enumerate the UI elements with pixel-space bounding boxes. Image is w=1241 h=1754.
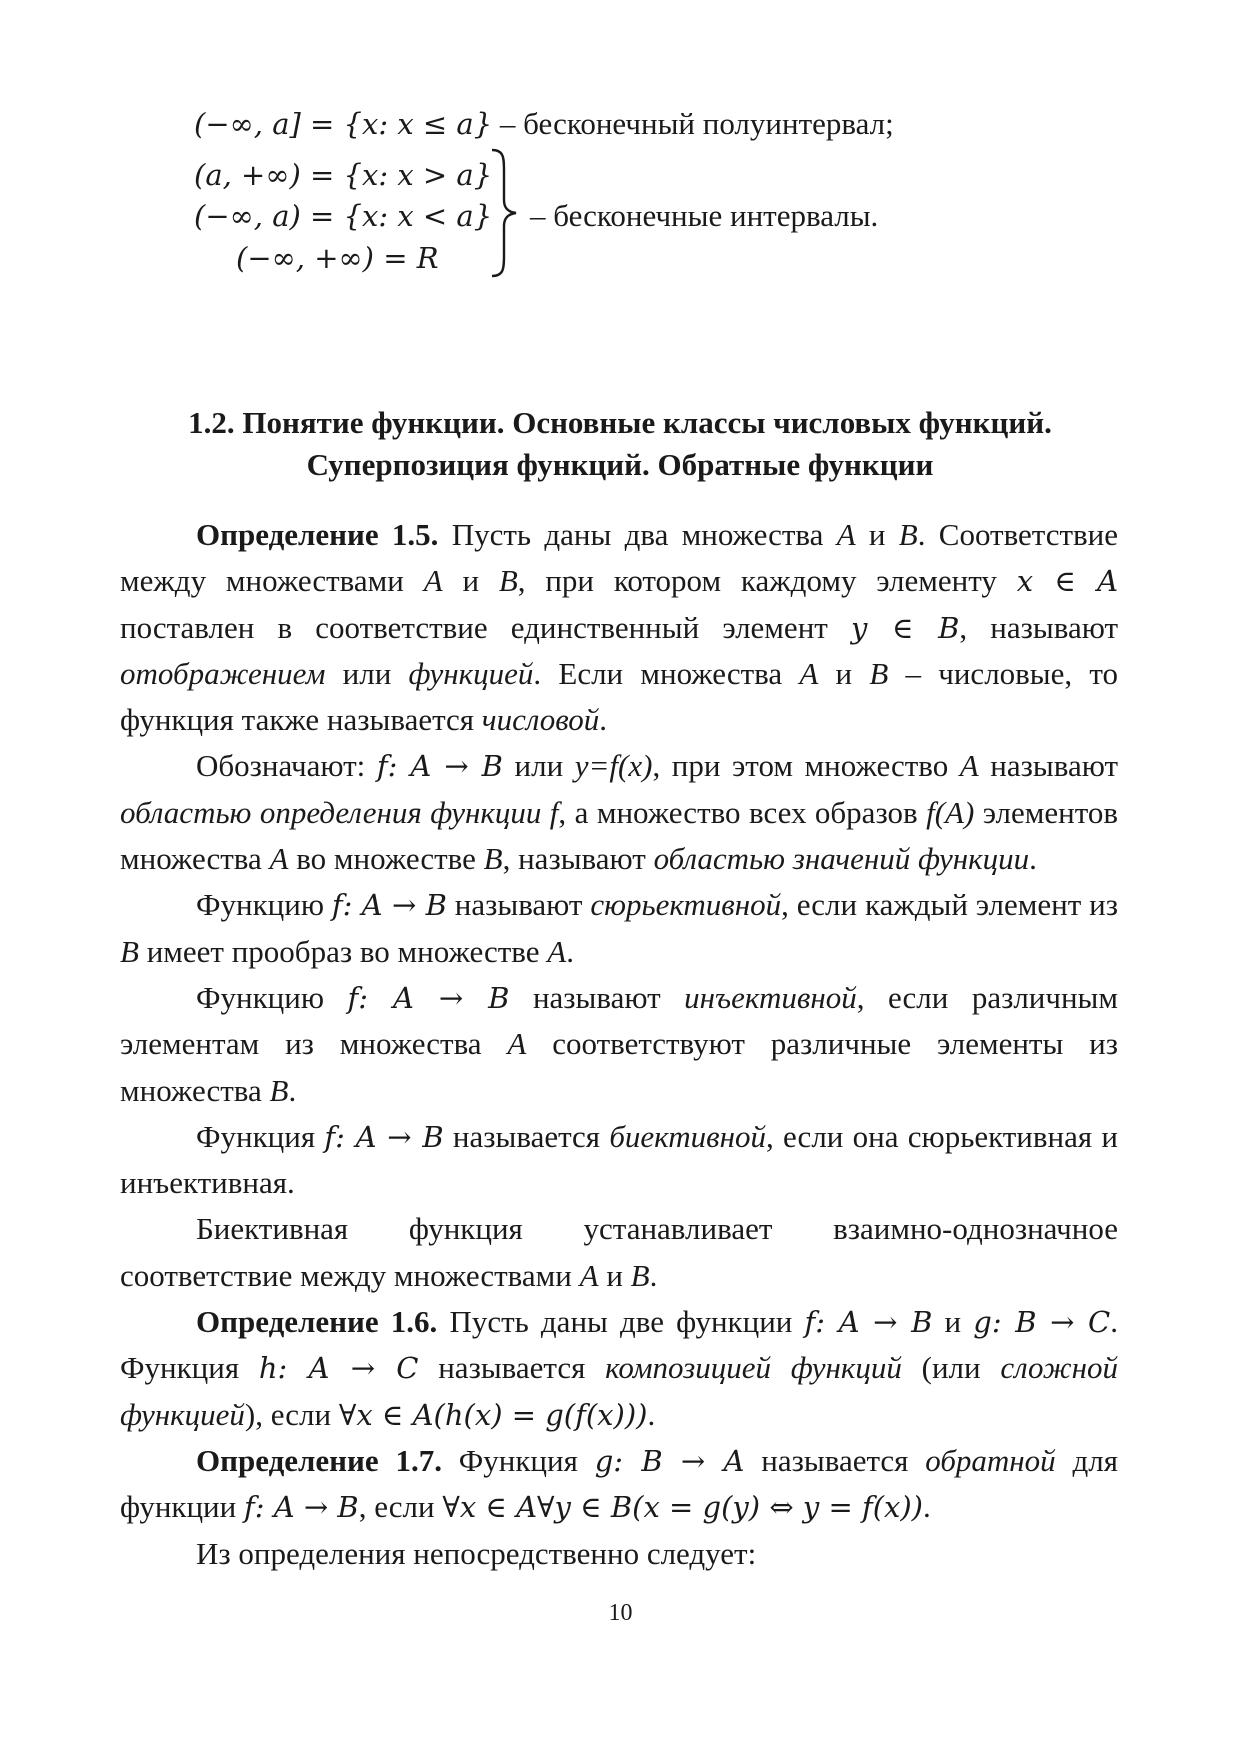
text: , при этом множество [652, 748, 960, 784]
text: и [442, 563, 499, 599]
var: B [630, 1257, 650, 1293]
text: Из определения непосредственно следует: [196, 1535, 757, 1571]
text: или [502, 748, 575, 784]
math-expression: f: A → B [376, 749, 503, 784]
var: B [120, 933, 139, 969]
page-number: 10 [608, 1600, 633, 1626]
var: A [269, 841, 289, 877]
math-expression: h: A → C [258, 1351, 419, 1386]
text: Функция [196, 1118, 325, 1154]
text: . [923, 1489, 931, 1525]
text: , называют [502, 841, 654, 877]
text: и [818, 655, 870, 691]
text: называют [509, 979, 685, 1015]
var: A [423, 563, 443, 599]
math-expression: ∀x ∈ A∀y ∈ B(x = g(y) ⇔ y = f(x)) [442, 1490, 923, 1525]
text: . Если множества [533, 655, 800, 691]
body-text [120, 512, 1118, 1577]
var: A [836, 517, 856, 552]
text: Функцию [196, 979, 348, 1015]
text: для функции [120, 1442, 1119, 1525]
math-expression: f: A → B [347, 980, 510, 1015]
text: , если она сюрьективная и инъективная. [120, 1118, 1118, 1201]
bijective-paragraph [120, 1114, 1118, 1207]
math-expression: (−∞, a] = {x: x ≤ a} [194, 107, 493, 141]
emphasis: функцией [408, 655, 534, 691]
text: Функцию [196, 887, 332, 923]
text: называется [443, 1118, 610, 1154]
definition-1-6 [120, 1299, 1118, 1438]
section-heading [120, 402, 1120, 486]
var: B [498, 563, 518, 599]
emphasis: биективной [609, 1118, 766, 1154]
text: Пусть даны две функции [437, 1304, 805, 1340]
emphasis: сложной функцией [120, 1350, 1118, 1432]
text: поставлен в соответствие единственный элемент [120, 609, 851, 645]
interval-half-infinite [194, 104, 894, 144]
text: ), если [244, 1396, 339, 1432]
emphasis: обратной [925, 1442, 1056, 1478]
text: называют [446, 887, 591, 923]
text: . [566, 933, 574, 969]
emphasis: инъективной [684, 979, 857, 1015]
var: B [269, 1072, 289, 1108]
text: соответствуют различные элементы из множества [120, 1026, 1118, 1108]
text: , если [358, 1489, 443, 1525]
emphasis: областью значений функции [653, 841, 1030, 877]
text: называется [744, 1442, 926, 1478]
definition-1-5 [120, 512, 1118, 743]
text: . [647, 1396, 656, 1432]
math-expression: ∀x ∈ A(h(x) = g(f(x))) [338, 1397, 648, 1432]
text: , если каждый элемент из [781, 887, 1118, 923]
definition-term: Определение 1.6. [196, 1304, 438, 1340]
var: A [579, 1257, 599, 1293]
text: . [649, 1257, 658, 1293]
text: и [855, 517, 899, 552]
text: Пусть даны два множества [438, 517, 837, 552]
var: A [799, 655, 819, 691]
text: элементов множества [120, 794, 1118, 877]
text: во множестве [288, 841, 484, 877]
math-expression: f: A → B [804, 1305, 933, 1340]
text: . Функция [120, 1304, 1118, 1386]
text: , при котором каждому элементу [517, 563, 1017, 599]
infinite-intervals-label: – бесконечные интервалы. [530, 198, 879, 233]
text: или [325, 655, 409, 691]
text: Обозначают: [196, 748, 377, 784]
injective-paragraph [120, 975, 1118, 1114]
text: и [598, 1257, 631, 1293]
math-expression: g: B → A [594, 1443, 745, 1478]
math-expression: (a, +∞) = {x: x > a} [194, 158, 493, 192]
var: A [507, 1026, 527, 1062]
text: , если различным элементам из множества [120, 979, 1119, 1062]
var: A [547, 933, 567, 969]
text: . [599, 702, 608, 738]
definition-term: Определение 1.5. [196, 517, 439, 552]
math-expression: x ∈ A [1016, 564, 1119, 599]
text: (или [901, 1350, 1001, 1386]
math-expression: f: A → B [244, 1490, 359, 1525]
var: A [959, 748, 979, 784]
text: Функция [441, 1442, 595, 1478]
emphasis: числовой [481, 702, 600, 738]
emphasis: композицией функций [605, 1350, 902, 1386]
text: , а множество всех образов [558, 794, 927, 830]
definition-1-7 [120, 1438, 1118, 1531]
definition-term: Определение 1.7. [196, 1442, 442, 1478]
text: . [1029, 841, 1037, 877]
section-title-line-2: Суперпозиция функций. Обратные функции [306, 447, 934, 482]
math-expression: (−∞, a) = {x: x < a} [194, 199, 493, 233]
right-brace-icon [490, 148, 518, 278]
text: . Соответствие между множествами [120, 517, 1119, 599]
text: Биективная функция устанавливает взаимно-однозначное соответствие между множествами [120, 1211, 1118, 1293]
math-expression: g: B → C [973, 1305, 1111, 1340]
emphasis: y=f(x) [574, 748, 653, 784]
math-expression: (−∞, +∞) = R [236, 241, 439, 275]
section-title-line-1: 1.2. Понятие функции. Основные классы числовых функций. [188, 405, 1052, 440]
interval-label: – бесконечный полуинтервал; [492, 106, 894, 141]
emphasis: областью определения функции f [120, 794, 559, 830]
emphasis: f(A) [926, 794, 975, 830]
var: B [483, 841, 503, 877]
follows-paragraph [120, 1531, 1118, 1577]
math-expression: f: A → B [324, 1119, 444, 1154]
text: называется [418, 1350, 606, 1386]
text: – числовые, то функция также называется [120, 655, 1118, 738]
var: B [869, 655, 889, 691]
interval-right-infinite [194, 155, 492, 195]
emphasis: отображением [120, 655, 326, 691]
interval-left-infinite [194, 196, 492, 236]
text: . [288, 1072, 297, 1108]
emphasis: сюрьективной [590, 887, 782, 923]
text: , называют [959, 609, 1118, 645]
notation-paragraph [120, 743, 1118, 882]
var: B [898, 517, 918, 552]
text: и [932, 1304, 974, 1340]
text: имеет прообраз во множестве [138, 933, 548, 969]
text: называют [978, 748, 1118, 784]
interval-whole-line [236, 238, 439, 278]
math-expression: f: A → B [331, 888, 447, 923]
math-expression: y ∈ B [850, 610, 960, 645]
bijection-correspondence-paragraph [120, 1206, 1118, 1299]
surjective-paragraph [120, 882, 1118, 975]
